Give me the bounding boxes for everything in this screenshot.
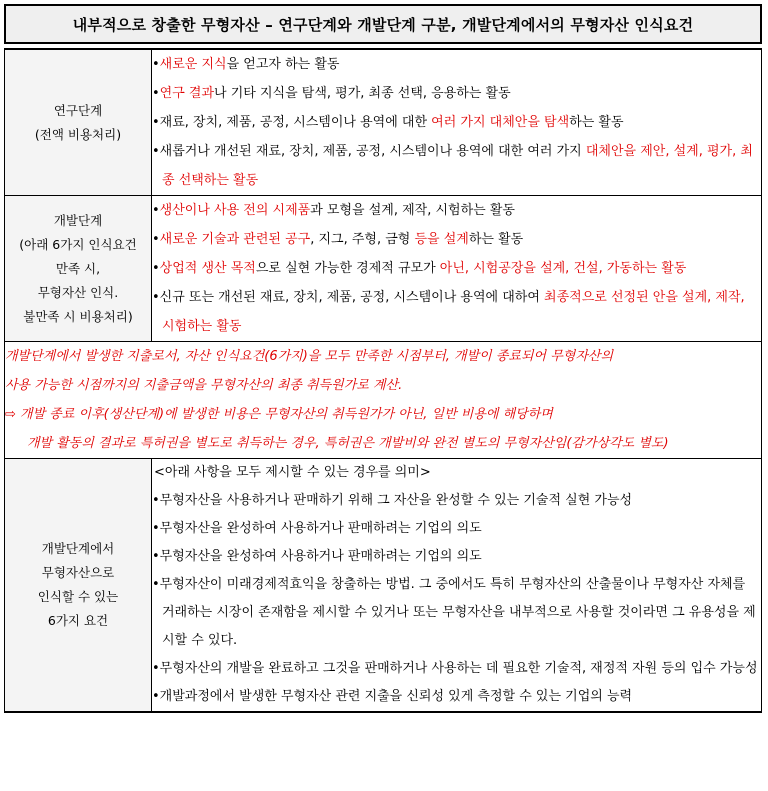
body-text: 으로 실현 가능한 경제적 규모가	[255, 261, 440, 276]
note-cell	[5, 342, 762, 459]
highlight-text: 대체안을 제안, 설계, 평가, 최종 선택하는 활동	[162, 144, 753, 188]
item-text	[160, 203, 515, 218]
note-row	[5, 342, 762, 459]
requirements-row	[5, 459, 762, 713]
list-item: •개발과정에서 발생한 무형자산 관련 지출을 신뢰성 있게 측정할 수 있는 기업의 능력	[152, 689, 633, 704]
item-text	[160, 290, 745, 334]
list-item: •신규 또는 개선된 재료, 장치, 제품, 공정, 시스템이나 용역에 대하여 최종적으로 선정된 안을 설계, 제작, 시험하는 활동	[152, 290, 745, 334]
body-text: 나 기타 지식을 탐색, 평가, 최종 선택, 응용하는 활동	[214, 86, 511, 101]
requirements-label-line: 무형자산으로	[41, 565, 115, 580]
requirements-label-line: 6가지 요건	[47, 613, 109, 628]
highlight-text: 등을 설계	[414, 232, 469, 247]
list-item: •상업적 생산 목적으로 실현 가능한 경제적 규모가 아닌, 시험공장을 설계, 건설, 가동하는 활동	[152, 261, 687, 276]
list-item: •새로운 기술과 관련된 공구, 지그, 주형, 금형 등을 설계하는 활동	[152, 232, 524, 247]
highlight-text: 여러 가지 대체안을 탐색	[431, 115, 570, 130]
body-text: 과 모형을 설계, 제작, 시험하는 활동	[310, 203, 515, 218]
development-label-line: 개발단계	[53, 212, 103, 228]
note-line: 사용 가능한 시점까지의 지출금액을 무형자산의 최종 취득원가로 계산.	[5, 378, 403, 393]
list-item: •새롭거나 개선된 재료, 장치, 제품, 공정, 시스템이나 용역에 대한 여러 가지 대체안을 제안, 설계, 평가, 최종 선택하는 활동	[152, 144, 753, 188]
item-text	[160, 232, 524, 247]
highlight-text: 상업적 생산 목적	[159, 261, 256, 276]
development-label-line: (아래 6가지 인식요건	[19, 236, 137, 252]
highlight-text: 아닌, 시험공장을 설계, 건설, 가동하는 활동	[439, 261, 687, 276]
item-text	[160, 144, 753, 188]
list-item: •무형자산이 미래경제적효익을 창출하는 방법. 그 중에서도 특히 무형자산의 산출물이나 무형자산 자체를 거래하는 시장이 존재함을 제시할 수 있거나 또는 무형자산을 내부적으로 사용할 것이라면 그 유용성을 제시할 수 있다.	[152, 577, 756, 648]
item-text: 무형자산을 완성하여 사용하거나 판매하려는 기업의 의도	[159, 549, 482, 564]
development-label-line: 불만족 시 비용처리)	[23, 308, 133, 324]
item-text	[160, 261, 687, 276]
requirements-label	[5, 459, 152, 713]
note-line: 개발단계에서 발생한 지출로서, 자산 인식요건(6가지)을 모두 만족한 시점부터, 개발이 종료되어 무형자산의	[5, 349, 613, 364]
item-text	[160, 57, 340, 72]
highlight-text: 새로운 기술과 관련된 공구	[159, 232, 311, 247]
list-item: •무형자산을 완성하여 사용하거나 판매하려는 기업의 의도	[152, 521, 482, 536]
development-row	[5, 196, 762, 342]
item-text: 무형자산의 개발을 완료하고 그것을 판매하거나 사용하는 데 필요한 기술적, 재정적 자원 등의 입수 가능성	[159, 661, 758, 676]
body-text: 재료, 장치, 제품, 공정, 시스템이나 용역에 대한	[159, 115, 432, 130]
research-content	[152, 49, 762, 196]
list-item: •재료, 장치, 제품, 공정, 시스템이나 용역에 대한 여러 가지 대체안을 탐색하는 활동	[152, 115, 624, 130]
requirements-label-line: 개발단계에서	[41, 541, 115, 556]
highlight-text: 생산이나 사용 전의 시제품	[159, 203, 311, 218]
highlight-text: 새로운 지식	[159, 57, 227, 72]
list-item: •무형자산의 개발을 완료하고 그것을 판매하거나 사용하는 데 필요한 기술적, 재정적 자원 등의 입수 가능성	[152, 661, 758, 676]
body-text: 신규 또는 개선된 재료, 장치, 제품, 공정, 시스템이나 용역에 대하여	[159, 290, 545, 305]
item-text: 무형자산이 미래경제적효익을 창출하는 방법. 그 중에서도 특히 무형자산의 산출물이나 무형자산 자체를 거래하는 시장이 존재함을 제시할 수 있거나 또는 무형자산을 내부적으로 사용할 것이라면 그 유용성을 제시할 수 있다.	[159, 577, 756, 648]
item-text	[160, 86, 511, 101]
body-text: 을 얻고자 하는 활동	[226, 57, 340, 72]
list-item: •무형자산을 사용하거나 판매하기 위해 그 자산을 완성할 수 있는 기술적 실현 가능성	[152, 493, 633, 508]
body-text: , 지그, 주형, 금형	[310, 232, 415, 247]
list-item: •생산이나 사용 전의 시제품과 모형을 설계, 제작, 시험하는 활동	[152, 203, 515, 218]
development-label	[5, 196, 152, 342]
highlight-text: 최종적으로 선정된 안을 설계, 제작, 시험하는 활동	[162, 290, 745, 334]
item-text: 개발과정에서 발생한 무형자산 관련 지출을 신뢰성 있게 측정할 수 있는 기업의 능력	[159, 689, 633, 704]
comparison-table	[4, 48, 762, 713]
item-text	[160, 115, 624, 130]
highlight-text: 연구 결과	[159, 86, 215, 101]
development-label-line: 만족 시,	[55, 260, 101, 276]
list-item: •무형자산을 완성하여 사용하거나 판매하려는 기업의 의도	[152, 549, 482, 564]
research-label-line: 연구단계	[53, 102, 103, 118]
note-line: 개발 활동의 결과로 특허권을 별도로 취득하는 경우, 특허권은 개발비와 완전 별도의 무형자산임(감가상각도 별도)	[27, 436, 669, 451]
research-row	[5, 49, 762, 196]
item-text: 무형자산을 완성하여 사용하거나 판매하려는 기업의 의도	[159, 521, 482, 536]
body-text: 하는 활동	[468, 232, 524, 247]
research-label	[5, 49, 152, 196]
body-text: 새롭거나 개선된 재료, 장치, 제품, 공정, 시스템이나 용역에 대한 여러 가지	[159, 144, 586, 159]
list-item: •새로운 지식을 얻고자 하는 활동	[152, 57, 340, 72]
list-item: •연구 결과나 기타 지식을 탐색, 평가, 최종 선택, 응용하는 활동	[152, 86, 511, 101]
requirements-intro: <아래 사항을 모두 제시할 수 있는 경우를 의미>	[154, 465, 431, 480]
development-content	[152, 196, 762, 342]
note-line: ⇨ 개발 종료 이후(생산단계)에 발생한 비용은 무형자산의 취득원가가 아닌, 일반 비용에 해당하며	[5, 407, 553, 422]
requirements-content	[152, 459, 762, 713]
requirements-label-line: 인식할 수 있는	[37, 589, 119, 604]
body-text: 하는 활동	[569, 115, 624, 130]
development-label-line: 무형자산 인식.	[37, 284, 119, 300]
document-title: 내부적으로 창출한 무형자산 – 연구단계와 개발단계 구분, 개발단계에서의 무형자산 인식요건	[4, 4, 762, 44]
research-label-line: (전액 비용처리)	[34, 126, 122, 142]
item-text: 무형자산을 사용하거나 판매하기 위해 그 자산을 완성할 수 있는 기술적 실현 가능성	[159, 493, 633, 508]
